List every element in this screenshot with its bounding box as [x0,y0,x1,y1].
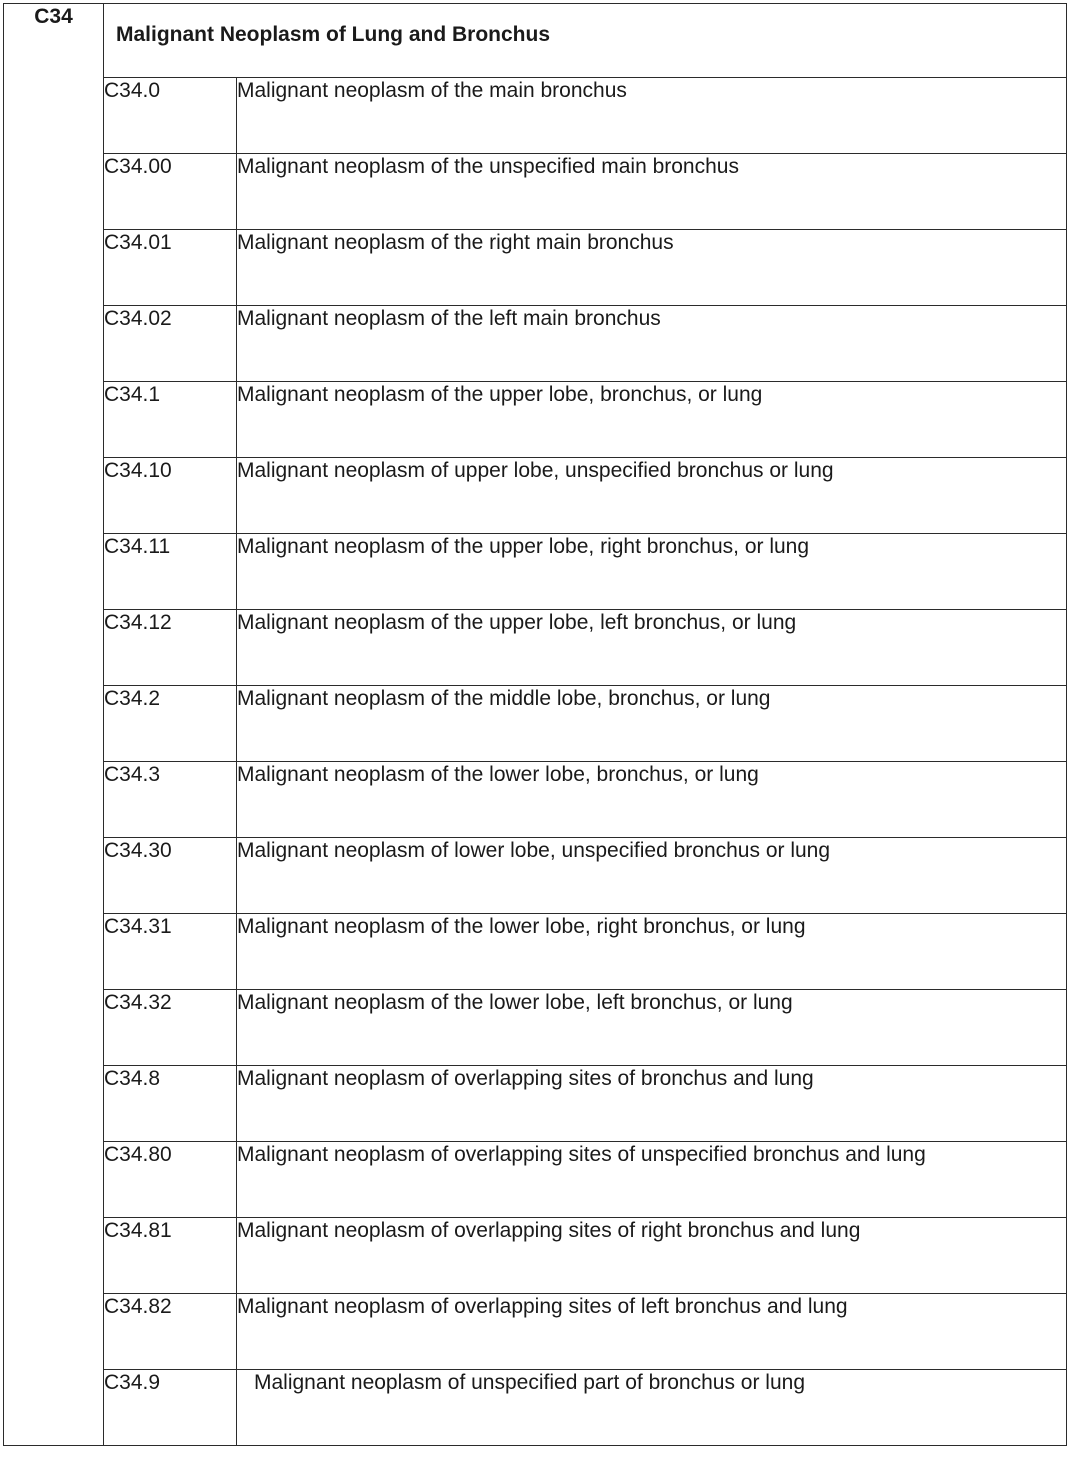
code-cell: C34.01 [104,230,237,306]
description-cell: Malignant neoplasm of lower lobe, unspecified bronchus or lung [237,838,1067,914]
code-cell: C34.12 [104,610,237,686]
table-row [4,838,1067,914]
description-cell: Malignant neoplasm of overlapping sites of left bronchus and lung [237,1294,1067,1370]
icd-code-table [3,3,1067,1446]
table-row [4,534,1067,610]
table-row [4,914,1067,990]
table-row [4,382,1067,458]
code-cell: C34.0 [104,78,237,154]
description-cell: Malignant neoplasm of the middle lobe, bronchus, or lung [237,686,1067,762]
icd-code-table-container [3,3,1067,1446]
table-row [4,458,1067,534]
code-cell: C34.80 [104,1142,237,1218]
description-cell: Malignant neoplasm of unspecified part of bronchus or lung [237,1370,1067,1446]
table-row [4,154,1067,230]
table-row [4,1218,1067,1294]
description-cell: Malignant neoplasm of the right main bronchus [237,230,1067,306]
code-cell: C34.11 [104,534,237,610]
description-cell: Malignant neoplasm of the main bronchus [237,78,1067,154]
table-row [4,1142,1067,1218]
code-cell: C34.02 [104,306,237,382]
code-cell: C34.82 [104,1294,237,1370]
description-cell: Malignant neoplasm of overlapping sites of unspecified bronchus and lung [237,1142,1067,1218]
description-cell: Malignant neoplasm of the lower lobe, left bronchus, or lung [237,990,1067,1066]
table-header-row [4,4,1067,78]
table-row [4,686,1067,762]
code-cell: C34.10 [104,458,237,534]
description-cell: Malignant neoplasm of the unspecified main bronchus [237,154,1067,230]
code-cell: C34.9 [104,1370,237,1446]
code-cell: C34.1 [104,382,237,458]
table-row [4,1370,1067,1446]
code-cell: C34.31 [104,914,237,990]
table-row [4,1294,1067,1370]
table-row [4,306,1067,382]
code-cell: C34.3 [104,762,237,838]
table-row [4,230,1067,306]
description-cell: Malignant neoplasm of overlapping sites of bronchus and lung [237,1066,1067,1142]
table-row [4,1066,1067,1142]
description-cell: Malignant neoplasm of the upper lobe, left bronchus, or lung [237,610,1067,686]
code-cell: C34.30 [104,838,237,914]
table-row [4,990,1067,1066]
code-cell: C34.00 [104,154,237,230]
code-cell: C34.2 [104,686,237,762]
description-cell: Malignant neoplasm of the left main bronchus [237,306,1067,382]
code-cell: C34.81 [104,1218,237,1294]
table-row [4,762,1067,838]
table-row [4,610,1067,686]
code-cell: C34.8 [104,1066,237,1142]
description-cell: Malignant neoplasm of overlapping sites of right bronchus and lung [237,1218,1067,1294]
description-cell: Malignant neoplasm of the lower lobe, bronchus, or lung [237,762,1067,838]
table-title: Malignant Neoplasm of Lung and Bronchus [104,4,1067,78]
table-row [4,78,1067,154]
group-code-cell: C34 [4,4,104,1446]
code-cell: C34.32 [104,990,237,1066]
description-cell: Malignant neoplasm of upper lobe, unspecified bronchus or lung [237,458,1067,534]
description-cell: Malignant neoplasm of the upper lobe, bronchus, or lung [237,382,1067,458]
description-cell: Malignant neoplasm of the lower lobe, right bronchus, or lung [237,914,1067,990]
description-cell: Malignant neoplasm of the upper lobe, right bronchus, or lung [237,534,1067,610]
